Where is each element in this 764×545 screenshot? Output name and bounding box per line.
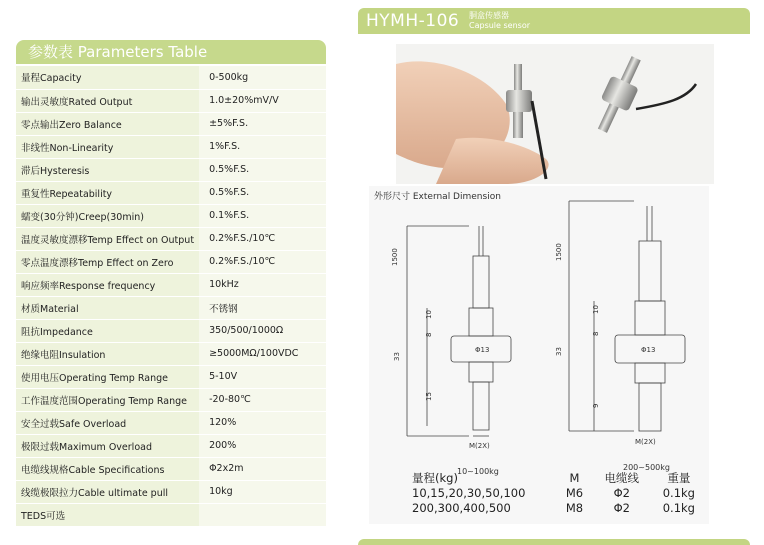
parameter-name: 量程Capacity — [16, 66, 199, 89]
product-name-en: Capsule sensor — [469, 21, 531, 30]
parameter-value: 0.1%F.S. — [199, 204, 326, 227]
dim-left-label: 10~100kg — [457, 467, 499, 476]
parameter-value: ±5%F.S. — [199, 112, 326, 135]
parameter-name: 响应频率Response frequency — [16, 273, 199, 296]
parameter-row — [16, 250, 326, 273]
dim-right-total: 33 — [555, 347, 563, 356]
parameter-name: 绝缘电阻Insulation — [16, 342, 199, 365]
parameter-row — [16, 158, 326, 181]
parameter-value: ≥5000MΩ/100VDC — [199, 342, 326, 365]
parameter-row — [16, 66, 326, 89]
spec-cell: 0.1kg — [662, 486, 695, 500]
parameter-value: 350/500/1000Ω — [199, 319, 326, 342]
spec-cell: 10,15,20,30,50,100 — [412, 486, 526, 500]
dim-right-thread: M(2X) — [635, 438, 656, 446]
parameter-name: 零点温度漂移Temp Effect on Zero — [16, 250, 199, 273]
dim-right-cable-len: 1500 — [555, 243, 563, 261]
parameter-row — [16, 342, 326, 365]
parameter-name: 线缆极限拉力Cable ultimate pull — [16, 480, 199, 503]
dim-left-b: 8 — [425, 332, 433, 337]
parameter-row — [16, 503, 326, 526]
parameter-name: 滞后Hysteresis — [16, 158, 199, 181]
dimension-title: 外形尺寸 External Dimension — [374, 192, 501, 202]
dim-left-total: 33 — [393, 352, 401, 361]
parameter-value: 0.5%F.S. — [199, 181, 326, 204]
parameter-row — [16, 227, 326, 250]
parameter-name: 阻抗Impedance — [16, 319, 199, 342]
parameter-name: 温度灵敏度漂移Temp Effect on Output — [16, 227, 199, 250]
parameter-row — [16, 181, 326, 204]
parameter-value: 5-10V — [199, 365, 326, 388]
parameter-value: 1.0±20%mV/V — [199, 89, 326, 112]
parameter-name: 工作温度范围Operating Temp Range — [16, 388, 199, 411]
spec-row — [410, 501, 706, 516]
parameter-row — [16, 388, 326, 411]
parameter-row — [16, 89, 326, 112]
spec-cell: M6 — [565, 486, 584, 500]
product-model: HYMH-106 — [366, 11, 460, 31]
parameter-row — [16, 135, 326, 158]
spec-table — [410, 471, 706, 516]
spec-header-cell: 重量 — [667, 471, 691, 485]
dim-right-dia: Φ13 — [641, 346, 656, 354]
spec-cell: M8 — [565, 501, 584, 515]
dim-right-a: 10 — [592, 305, 600, 314]
parameter-value: 10kg — [199, 480, 326, 503]
parameter-value — [199, 503, 326, 526]
parameter-name: 安全过载Safe Overload — [16, 411, 199, 434]
parameter-name: TEDS可选 — [16, 503, 199, 526]
spec-cell: Φ2 — [613, 501, 630, 515]
parameter-row — [16, 365, 326, 388]
dim-left-thread: M(2X) — [469, 442, 490, 450]
parameter-value: 0.2%F.S./10℃ — [199, 250, 326, 273]
parameter-value: 1%F.S. — [199, 135, 326, 158]
parameter-row — [16, 319, 326, 342]
parameter-value: 0.5%F.S. — [199, 158, 326, 181]
parameter-row — [16, 296, 326, 319]
parameter-name: 蠕变(30分钟)Creep(30min) — [16, 204, 199, 227]
product-photo — [396, 44, 714, 184]
parameter-value: 不锈钢 — [199, 296, 326, 319]
parameter-row — [16, 204, 326, 227]
dim-left-cable-len: 1500 — [391, 248, 399, 266]
parameter-value: 0.2%F.S./10℃ — [199, 227, 326, 250]
product-name-cn: 胴盒传感器 — [469, 11, 509, 20]
parameter-name: 输出灵敏度Rated Output — [16, 89, 199, 112]
parameter-value: -20-80℃ — [199, 388, 326, 411]
spec-cell: 0.1kg — [662, 501, 695, 515]
parameter-value: Φ2x2m — [199, 457, 326, 480]
dim-right-b: 8 — [592, 331, 600, 336]
parameter-row — [16, 112, 326, 135]
parameter-value: 120% — [199, 411, 326, 434]
parameter-row — [16, 273, 326, 296]
dim-left-dia: Φ13 — [475, 346, 490, 354]
parameter-row — [16, 434, 326, 457]
parameter-row — [16, 480, 326, 503]
parameter-name: 电缆线规格Cable Specifications — [16, 457, 199, 480]
spec-header-row — [410, 471, 706, 486]
spec-row — [410, 486, 706, 501]
parameter-value: 200% — [199, 434, 326, 457]
parameter-row — [16, 457, 326, 480]
parameter-name: 非线性Non-Linearity — [16, 135, 199, 158]
spec-header-cell: 量程(kg) — [412, 471, 458, 485]
dim-right-label: 200~500kg — [623, 463, 670, 472]
parameters-table — [16, 66, 326, 527]
parameter-name: 极限过载Maximum Overload — [16, 434, 199, 457]
product-photo-illustration — [396, 44, 714, 184]
parameter-value: 0-500kg — [199, 66, 326, 89]
parameter-name: 重复性Repeatability — [16, 181, 199, 204]
parameters-table-header: 参数表 Parameters Table — [16, 40, 326, 64]
parameter-name: 材质Material — [16, 296, 199, 319]
dim-left-a: 10 — [425, 310, 433, 319]
parameter-value: 10kHz — [199, 273, 326, 296]
bottom-section-bar — [358, 539, 750, 545]
parameter-name: 使用电压Operating Temp Range — [16, 365, 199, 388]
spec-header-cell: 电缆线 — [604, 471, 639, 485]
spec-header-cell: M — [569, 471, 580, 485]
dim-left-c: 15 — [425, 392, 433, 401]
spec-cell: Φ2 — [613, 486, 630, 500]
dim-right-d: 9 — [592, 403, 600, 408]
spec-cell: 200,300,400,500 — [412, 501, 511, 515]
parameter-row — [16, 411, 326, 434]
parameter-name: 零点输出Zero Balance — [16, 112, 199, 135]
